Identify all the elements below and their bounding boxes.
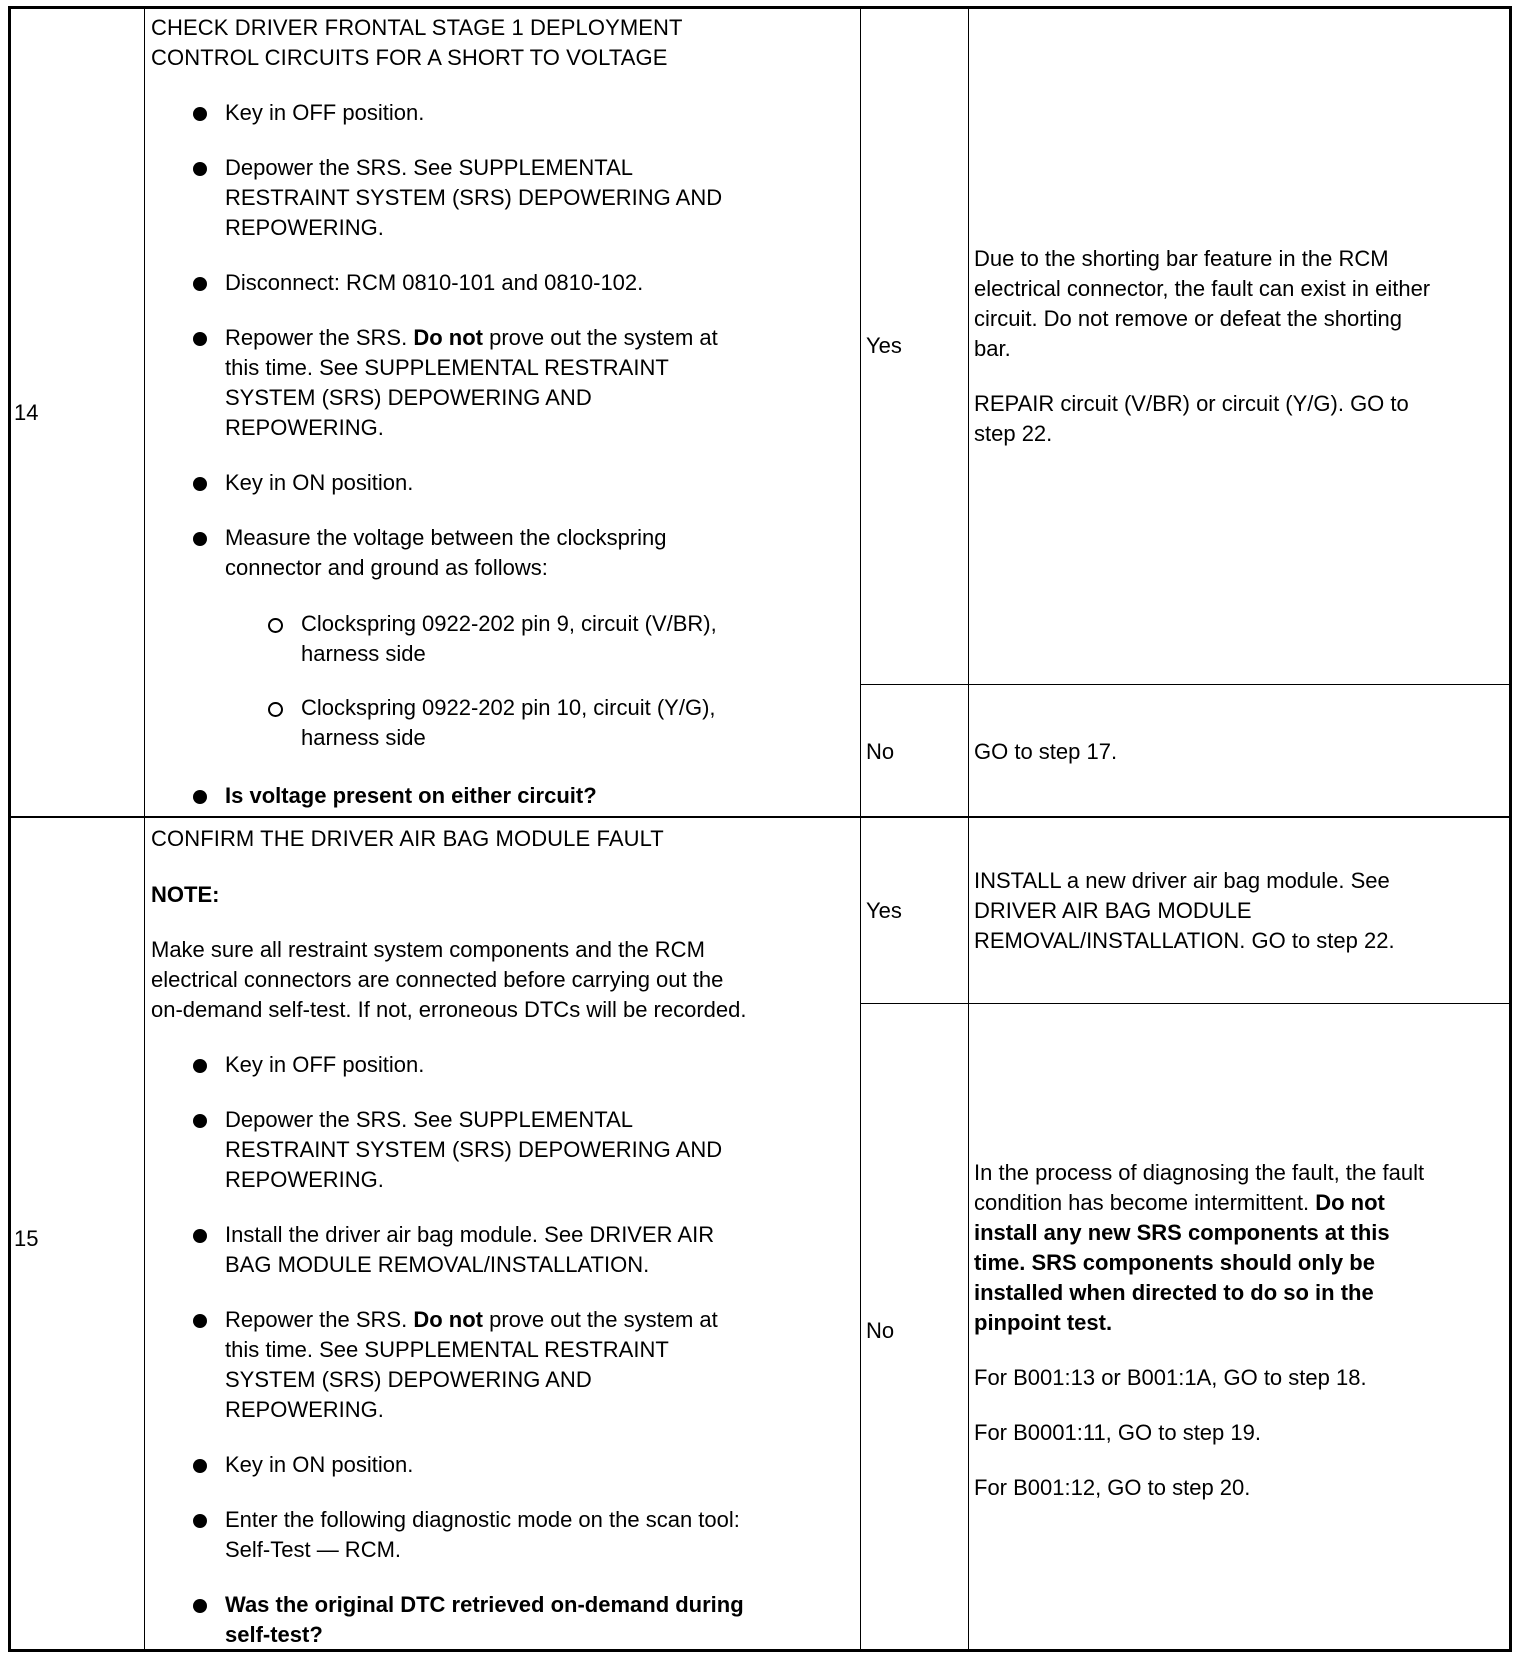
instruction-text: Measure the voltage between the clockspring [225,525,667,550]
instruction-text: Depower the SRS. See SUPPLEMENTAL [225,1107,633,1132]
result-text: pinpoint test. [974,1310,1113,1335]
instruction-text: SYSTEM (SRS) DEPOWERING AND [225,385,592,410]
instruction-text: REPOWERING. [225,1167,384,1192]
instruction-text: REPOWERING. [225,1397,384,1422]
instruction-text: Install the driver air bag module. See DRIVER AIR [225,1222,715,1247]
result-text: In the process of diagnosing the fault, the fault [974,1160,1425,1185]
instruction-text: this time. See SUPPLEMENTAL RESTRAINT [225,1337,669,1362]
bullet-icon [193,277,207,291]
result-text: condition has become intermittent. Do not [974,1190,1385,1215]
step-heading-line: CHECK DRIVER FRONTAL STAGE 1 DEPLOYMENT [151,15,683,40]
instruction-subtext: Clockspring 0922-202 pin 10, circuit (Y/G), [301,695,716,720]
sub-bullet-icon [268,618,283,633]
result-text: time. SRS components should only be [974,1250,1375,1275]
instruction-text: RESTRAINT SYSTEM (SRS) DEPOWERING AND [225,1137,723,1162]
instruction-subtext: Clockspring 0922-202 pin 9, circuit (V/BR), [301,611,717,636]
question-text: self-test? [225,1622,323,1647]
instruction-text: Repower the SRS. Do not prove out the system at [225,1307,718,1332]
bullet-icon [193,532,207,546]
instruction-text: Key in ON position. [225,1452,414,1477]
instruction-text: Depower the SRS. See SUPPLEMENTAL [225,155,633,180]
instruction-subtext: harness side [301,641,426,666]
result-text: install any new SRS components at this [974,1220,1390,1245]
instruction-text: REPOWERING. [225,415,384,440]
step-number: 15 [14,1226,39,1251]
instruction-text: this time. See SUPPLEMENTAL RESTRAINT [225,355,669,380]
column-divider-2 [860,8,861,1650]
bullet-icon [193,1599,207,1613]
result-text: circuit. Do not remove or defeat the shorting [974,306,1402,331]
bullet-icon [193,1059,207,1073]
instruction-subtext: harness side [301,725,426,750]
answer-no-label: No [866,739,895,764]
result-text: For B0001:11, GO to step 19. [974,1420,1261,1445]
result-text: REPAIR circuit (V/BR) or circuit (Y/G). GO to [974,391,1409,416]
note-text: Make sure all restraint system components and the RCM [151,937,705,962]
instruction-text: Key in ON position. [225,470,414,495]
instruction-text: REPOWERING. [225,215,384,240]
result-text: installed when directed to do so in the [974,1280,1374,1305]
result-text: For B001:13 or B001:1A, GO to step 18. [974,1365,1367,1390]
result-text: DRIVER AIR BAG MODULE [974,898,1252,923]
result-text: INSTALL a new driver air bag module. See [974,868,1390,893]
instruction-text: BAG MODULE REMOVAL/INSTALLATION. [225,1252,650,1277]
answer-yes-label: Yes [866,898,902,923]
result-text: GO to step 17. [974,739,1118,764]
instruction-text: connector and ground as follows: [225,555,548,580]
bullet-icon [193,790,207,804]
bullet-icon [193,332,207,346]
question-text: Was the original DTC retrieved on-demand during [225,1592,744,1617]
column-divider-1 [144,8,145,1650]
row-divider-step14-15 [10,816,1510,818]
result-text: Due to the shorting bar feature in the RCM [974,246,1389,271]
bullet-icon [193,1229,207,1243]
instruction-text: RESTRAINT SYSTEM (SRS) DEPOWERING AND [225,185,723,210]
bullet-icon [193,1114,207,1128]
step-number: 14 [14,400,39,425]
result-text: electrical connector, the fault can exist in either [974,276,1431,301]
result-text: For B001:12, GO to step 20. [974,1475,1251,1500]
note-label: NOTE: [151,882,220,907]
instruction-text: Enter the following diagnostic mode on the scan tool: [225,1507,740,1532]
question-text: Is voltage present on either circuit? [225,783,597,808]
row-divider-step15-yes-no [860,1003,1510,1004]
answer-yes-label: Yes [866,333,902,358]
column-divider-3 [968,8,969,1650]
instruction-text: SYSTEM (SRS) DEPOWERING AND [225,1367,592,1392]
result-text: bar. [974,336,1011,361]
note-text: electrical connectors are connected before carrying out the [151,967,724,992]
instruction-text: Repower the SRS. Do not prove out the system at [225,325,718,350]
result-text: REMOVAL/INSTALLATION. GO to step 22. [974,928,1395,953]
instruction-text: Self-Test — RCM. [225,1537,402,1562]
bullet-icon [193,107,207,121]
bullet-icon [193,477,207,491]
note-text: on-demand self-test. If not, erroneous DTCs will be recorded. [151,997,747,1022]
result-text: step 22. [974,421,1053,446]
answer-no-label: No [866,1318,895,1343]
instruction-text: Disconnect: RCM 0810-101 and 0810-102. [225,270,644,295]
step-heading-line: CONFIRM THE DRIVER AIR BAG MODULE FAULT [151,826,664,851]
row-divider-step14-yes-no [860,684,1510,685]
bullet-icon [193,162,207,176]
sub-bullet-icon [268,702,283,717]
bullet-icon [193,1314,207,1328]
instruction-text: Key in OFF position. [225,1052,425,1077]
bullet-icon [193,1514,207,1528]
instruction-text: Key in OFF position. [225,100,425,125]
step-heading-line: CONTROL CIRCUITS FOR A SHORT TO VOLTAGE [151,45,668,70]
bullet-icon [193,1459,207,1473]
